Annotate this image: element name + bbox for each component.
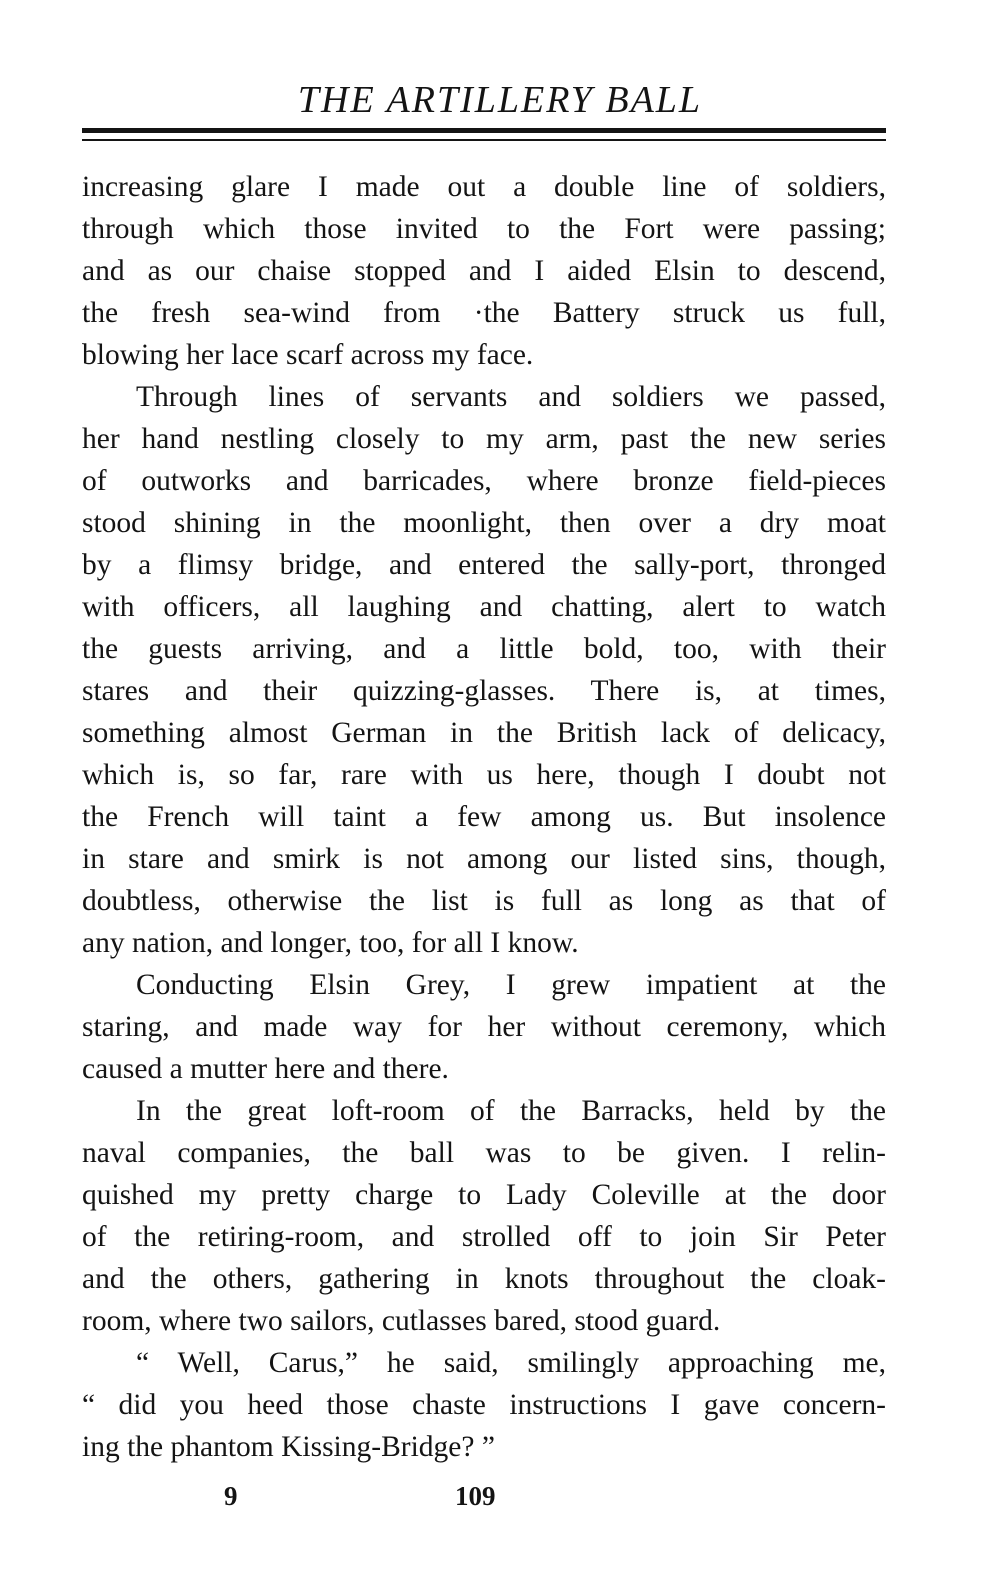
paragraph [82,1090,886,1132]
text-line: Through lines of servants and soldiers we passed, [136,381,886,413]
paragraph-end-line [82,1300,886,1342]
body-text [82,166,886,1468]
text-line: in stare and smirk is not among our listed sins, though, [82,843,886,875]
text-line: of outworks and barricades, where bronze field-pieces [82,465,886,497]
signature-mark: 9 [224,1481,238,1511]
paragraph [82,166,886,334]
text-line: room, where two sailors, cutlasses bared, stood guard. [82,1305,721,1337]
text-line: any nation, and longer, too, for all I know. [82,927,579,959]
text-line: with officers, all laughing and chatting, alert to watch [82,591,886,623]
text-line: stood shining in the moonlight, then over a dry moat [82,507,886,539]
text-line: “ did you heed those chaste instructions I gave concern- [82,1389,886,1421]
running-title: THE ARTILLERY BALL [297,79,703,121]
text-line: doubtless, otherwise the list is full as long as that of [82,885,886,917]
text-line: by a flimsy bridge, and entered the sally-port, thronged [82,549,886,581]
text-line: increasing glare I made out a double line of soldiers, [82,171,886,203]
text-line: In the great loft-room of the Barracks, held by the [136,1095,886,1127]
text-line: something almost German in the British lack of delicacy, [82,717,886,749]
paragraph-continuation [82,1132,886,1300]
text-line: naval companies, the ball was to be given. I relin- [82,1137,886,1169]
text-line: blowing her lace scarf across my face. [82,339,534,371]
paragraph-continuation [82,1384,886,1426]
paragraph-continuation [82,418,886,922]
header-rule-thin [82,139,886,141]
text-line: which is, so far, rare with us here, though I doubt not [82,759,886,791]
header-rule-thick [82,128,886,133]
paragraph [82,1342,886,1384]
text-line: caused a mutter here and there. [82,1053,449,1085]
text-line: ing the phantom Kissing-Bridge? ” [82,1431,495,1463]
text-line: the guests arriving, and a little bold, too, with their [82,633,886,665]
paragraph-end-line [82,922,886,964]
paragraph-continuation [82,1006,886,1048]
text-line: “ Well, Carus,” he said, smilingly approaching me, [136,1347,886,1379]
text-line: the fresh sea-wind from ·the Battery struck us full, [82,297,886,329]
paragraph [82,376,886,418]
paragraph [82,964,886,1006]
text-line: through which those invited to the Fort were passing; [82,213,886,245]
text-line: of the retiring-room, and strolled off to join Sir Peter [82,1221,886,1253]
text-line: and as our chaise stopped and I aided Elsin to descend, [82,255,886,287]
page-number: 109 [455,1481,496,1511]
paragraph-end-line [82,1426,886,1468]
paragraph-end-line [82,1048,886,1090]
text-line: and the others, gathering in knots throughout the cloak- [82,1263,886,1295]
running-header [0,78,1000,122]
paragraph-end-line [82,334,886,376]
text-line: Conducting Elsin Grey, I grew impatient at the [136,969,886,1001]
text-line: staring, and made way for her without ceremony, which [82,1011,886,1043]
text-line: her hand nestling closely to my arm, past the new series [82,423,886,455]
text-line: the French will taint a few among us. But insolence [82,801,886,833]
text-line: quished my pretty charge to Lady Coleville at the door [82,1179,886,1211]
text-line: stares and their quizzing-glasses. There is, at times, [82,675,886,707]
